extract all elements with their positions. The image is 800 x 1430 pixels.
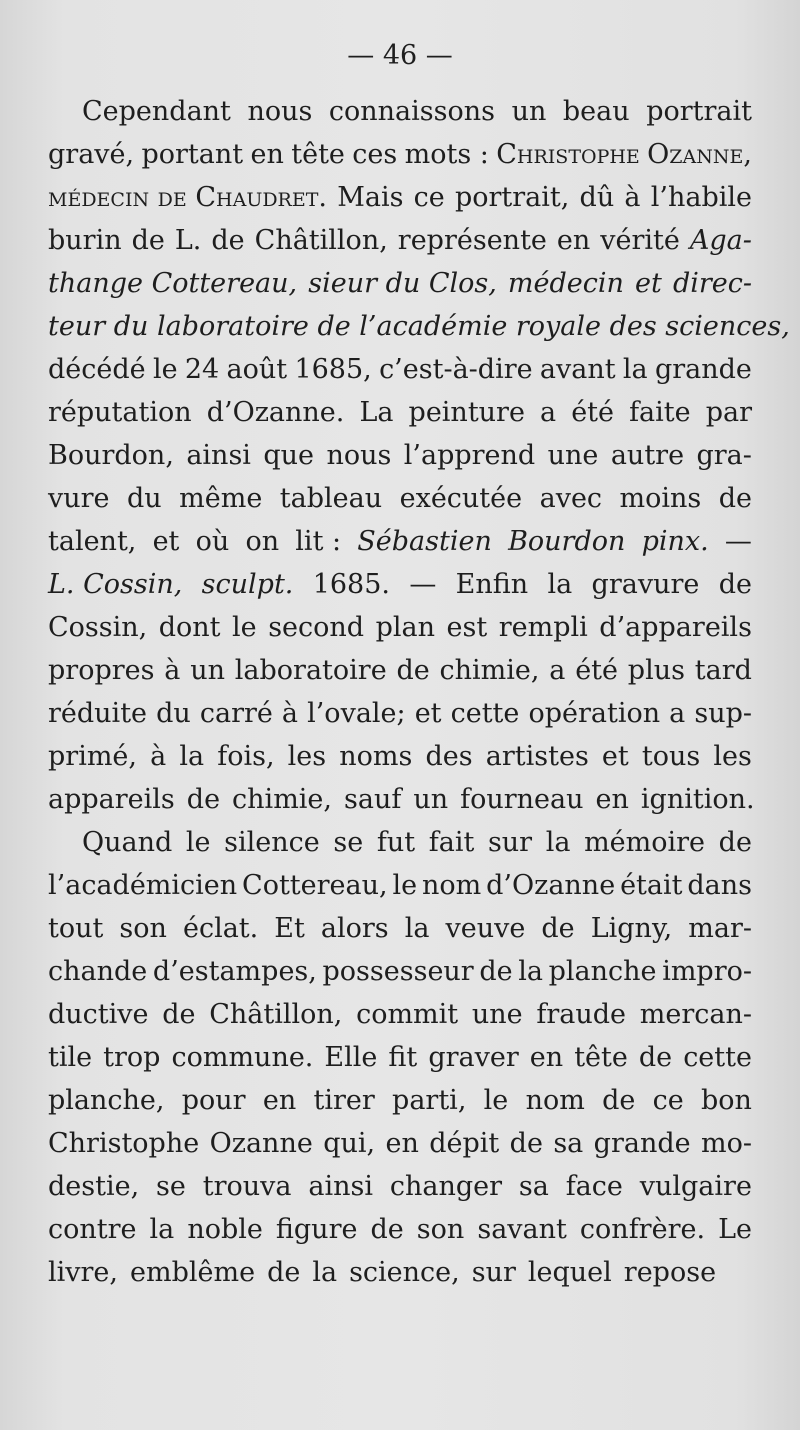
page-number: — 46 — (347, 40, 453, 71)
word: d’appareils (599, 612, 752, 643)
word: fois, (217, 741, 275, 772)
word: tableau (279, 483, 383, 514)
word: les (287, 741, 327, 772)
word: destie, (48, 1171, 140, 1202)
body-text (48, 90, 790, 1294)
word: médecin de Chaudret. (48, 182, 327, 213)
word: appareils (48, 784, 175, 815)
word: laboratoire (234, 655, 387, 686)
word: à (624, 182, 641, 213)
word: médecin (507, 268, 624, 299)
word: Bourdon, (48, 440, 174, 471)
word: rempli (498, 612, 588, 643)
word: une (547, 440, 599, 471)
word: noble (187, 1214, 263, 1245)
word: grande (654, 354, 752, 385)
word: été (575, 655, 618, 686)
text-line (48, 348, 752, 391)
text-line (48, 950, 752, 993)
word: de (162, 999, 196, 1030)
word: de (509, 1128, 543, 1159)
word: plan (375, 612, 435, 643)
word: planche, (48, 1085, 165, 1116)
word: tête (574, 1042, 628, 1073)
word: livre, (48, 1257, 118, 1288)
word: l’apprend (403, 440, 536, 471)
word: vulgaire (639, 1171, 752, 1202)
text-line (48, 1165, 752, 1208)
word: gravé, (48, 139, 135, 170)
word: — (724, 526, 752, 557)
word: réputation (48, 397, 192, 428)
word: Quand (82, 827, 173, 858)
word: ductive (48, 999, 149, 1030)
word: des (425, 741, 473, 772)
word: 1685, (294, 354, 372, 385)
word: l’habile (650, 182, 752, 213)
word: que (263, 440, 315, 471)
word: on (245, 526, 280, 557)
word: de (211, 225, 245, 256)
word: se (156, 1171, 186, 1202)
word: carré (199, 698, 273, 729)
word: en (250, 139, 284, 170)
word: Aga- (689, 225, 752, 256)
word: était (620, 870, 683, 901)
word: et (601, 741, 629, 772)
word: mots : (404, 139, 489, 170)
word: ignition. (640, 784, 755, 815)
word: Châtillon, (254, 225, 388, 256)
word: Ozanne (209, 1128, 313, 1159)
word: savant (477, 1214, 567, 1245)
word: un (511, 96, 547, 127)
word: bon (700, 1085, 752, 1116)
word: de (718, 827, 752, 858)
word: sa (553, 1128, 584, 1159)
word: 1685. (312, 569, 390, 600)
text-line (48, 1036, 752, 1079)
word: tile (48, 1042, 93, 1073)
word: son (416, 1214, 465, 1245)
word: sa (518, 1171, 549, 1202)
word: représente (397, 225, 547, 256)
word: et (152, 526, 180, 557)
word: cette (450, 698, 520, 729)
text-line (48, 219, 752, 262)
text-line (48, 176, 752, 219)
text-line (48, 821, 752, 864)
word: en (262, 1085, 297, 1116)
word: portrait (646, 96, 752, 127)
word: mémoire (584, 827, 706, 858)
word: teur du laboratoire de l’académie royale des sciences, (48, 311, 790, 342)
text-line (48, 520, 752, 563)
word: changer (389, 1171, 503, 1202)
word: La (359, 397, 394, 428)
word: de (541, 913, 575, 944)
word: Châtillon, (209, 999, 343, 1030)
word: à (164, 655, 181, 686)
text-line (48, 1208, 752, 1251)
word: qui, (323, 1128, 376, 1159)
word: son (119, 913, 167, 944)
word: le (185, 827, 211, 858)
word: l’académicien (48, 870, 238, 901)
word: portant (141, 139, 244, 170)
word: un (413, 784, 449, 815)
word: tout (48, 913, 104, 944)
word: Ozanne, (647, 139, 752, 170)
word: connaissons (328, 96, 496, 127)
word: Bourdon (508, 526, 626, 557)
word: de (718, 569, 752, 600)
word: du (156, 698, 191, 729)
word: grande (593, 1128, 691, 1159)
word: dans (687, 870, 752, 901)
word: Ligny, (590, 913, 673, 944)
word: sur (487, 827, 533, 858)
word: cette (683, 1042, 752, 1073)
word: à (150, 741, 167, 772)
word: ainsi (308, 1171, 373, 1202)
word: avec (539, 483, 603, 514)
word: sculpt. (201, 569, 294, 600)
word: de (396, 655, 430, 686)
word: — (409, 569, 437, 600)
word: une (471, 999, 523, 1030)
word: le (483, 1085, 509, 1116)
word: graver (428, 1042, 519, 1073)
word: la (312, 1257, 338, 1288)
word: Elle (324, 1042, 378, 1073)
word: de (638, 1042, 673, 1073)
word: fait (428, 827, 475, 858)
word: un (190, 655, 225, 686)
text-line (48, 864, 752, 907)
text-line (48, 907, 752, 950)
word: avant (539, 354, 616, 385)
word: mo- (701, 1128, 752, 1159)
word: sur (471, 1257, 516, 1288)
text-line (48, 262, 752, 305)
word: la (518, 956, 543, 987)
word: thange Cottereau, (48, 268, 298, 299)
word: pour (181, 1085, 246, 1116)
word: gra- (696, 440, 752, 471)
word: de (186, 784, 221, 815)
word: nom (421, 870, 482, 901)
text-line (48, 649, 752, 692)
word: en (385, 1128, 419, 1159)
word: tirer (313, 1085, 375, 1116)
word: a (540, 397, 557, 428)
word: possesseur (322, 956, 474, 987)
word: fit (388, 1042, 418, 1073)
word: fraude (536, 999, 627, 1030)
word: artistes (485, 741, 589, 772)
word: de (479, 956, 513, 987)
word: à (281, 698, 299, 729)
text-line (48, 434, 752, 477)
word: été (571, 397, 614, 428)
word: face (565, 1171, 623, 1202)
word: talent, (48, 526, 137, 557)
word: tête (291, 139, 345, 170)
word: et (414, 698, 442, 729)
word: Cependant (82, 96, 231, 127)
word: propres (48, 655, 155, 686)
word: second (268, 612, 365, 643)
word: contre (48, 1214, 137, 1245)
word: Mais (337, 182, 404, 213)
word: la (149, 1214, 175, 1245)
word: moins (619, 483, 702, 514)
word: de (267, 1257, 301, 1288)
word: lit : (295, 526, 342, 557)
word: impro- (662, 956, 752, 987)
word: Christophe (496, 139, 640, 170)
word: L. (174, 225, 202, 256)
word: en (529, 1042, 564, 1073)
word: L. Cossin, (48, 569, 183, 600)
word: les (713, 741, 752, 772)
word: ainsi (186, 440, 251, 471)
word: le (232, 612, 257, 643)
word: le (392, 870, 418, 901)
word: d’estampes, (152, 956, 317, 987)
word: mercan- (639, 999, 752, 1030)
text-line (48, 477, 752, 520)
word: la (404, 913, 430, 944)
word: veuve (445, 913, 526, 944)
word: dépit (429, 1128, 500, 1159)
word: chimie, (232, 784, 332, 815)
text-line (48, 606, 752, 649)
word: faite (629, 397, 691, 428)
word: et (635, 268, 662, 299)
word: Et (274, 913, 305, 944)
word: d’Ozanne. (206, 397, 345, 428)
word: parti, (392, 1085, 467, 1116)
word: gravure (591, 569, 700, 600)
word: de (370, 1214, 404, 1245)
word: lequel (527, 1257, 612, 1288)
text-line (48, 993, 752, 1036)
word: trouva (202, 1171, 292, 1202)
word: même (179, 483, 263, 514)
word: éclat. (182, 913, 259, 944)
text-line (48, 305, 790, 348)
word: chande (48, 956, 148, 987)
word: la (545, 827, 571, 858)
word: a (549, 655, 566, 686)
text-line (48, 133, 752, 176)
word: emblême (130, 1257, 256, 1288)
word: mar- (688, 913, 752, 944)
word: autre (610, 440, 685, 471)
word: silence (224, 827, 320, 858)
text-line (48, 692, 752, 735)
word: ces (352, 139, 398, 170)
word: de (131, 225, 165, 256)
word: chimie, (439, 655, 540, 686)
word: réduite (48, 698, 148, 729)
word: opération (528, 698, 661, 729)
word: primé, (48, 741, 137, 772)
word: repose (623, 1257, 717, 1288)
word: l’ovale; (307, 698, 406, 729)
word: ce (652, 1085, 684, 1116)
word: dû (579, 182, 615, 213)
word: Cossin, (48, 612, 148, 643)
word: le (152, 354, 178, 385)
word: c’est-à-dire (379, 354, 533, 385)
word: est (446, 612, 488, 643)
word: ce (413, 182, 445, 213)
word: commune. (171, 1042, 314, 1073)
word: décédé (48, 354, 146, 385)
word: commit (356, 999, 459, 1030)
word: science, (349, 1257, 460, 1288)
word: exécutée (399, 483, 523, 514)
word: Enfin (455, 569, 529, 600)
word: Le (718, 1214, 752, 1245)
word: sup- (694, 698, 752, 729)
word: alors (320, 913, 389, 944)
text-line (48, 563, 752, 606)
word: nous (247, 96, 313, 127)
text-line (48, 778, 755, 821)
word: fut (376, 827, 416, 858)
word: direc- (672, 268, 752, 299)
word: vure (48, 483, 110, 514)
word: planche (548, 956, 657, 987)
word: tard (694, 655, 752, 686)
word: peinture (408, 397, 525, 428)
paragraph (48, 90, 790, 821)
word: Christophe (48, 1128, 200, 1159)
word: se (333, 827, 364, 858)
word: figure (275, 1214, 358, 1245)
word: a (669, 698, 686, 729)
word: portrait, (454, 182, 570, 213)
word: nous (326, 440, 392, 471)
word: du (127, 483, 162, 514)
word: beau (562, 96, 630, 127)
text-line (48, 1251, 752, 1294)
word: en (595, 784, 629, 815)
word: août (226, 354, 288, 385)
word: plus (627, 655, 685, 686)
word: dont (158, 612, 221, 643)
word: vérité (600, 225, 680, 256)
word: sauf (344, 784, 402, 815)
word: en (556, 225, 591, 256)
word: d’Ozanne (486, 870, 616, 901)
text-line (48, 1079, 752, 1122)
word: pinx. (641, 526, 709, 557)
text-line (48, 1122, 752, 1165)
word: trop (103, 1042, 161, 1073)
text-line (48, 391, 752, 434)
text-line (48, 90, 752, 133)
word: la (179, 741, 205, 772)
word: nom (525, 1085, 585, 1116)
text-line (48, 735, 752, 778)
word: burin (48, 225, 122, 256)
word: Sébastien (357, 526, 492, 557)
word: 24 (184, 354, 220, 385)
word: de (718, 483, 752, 514)
word: noms (339, 741, 413, 772)
word: la (547, 569, 573, 600)
word: où (195, 526, 230, 557)
word: la (622, 354, 648, 385)
word: Cottereau, (242, 870, 388, 901)
word: sieur du Clos, (308, 268, 497, 299)
word: confrère. (579, 1214, 706, 1245)
paragraph (48, 821, 752, 1294)
word: par (705, 397, 752, 428)
word: tous (641, 741, 701, 772)
word: de (602, 1085, 636, 1116)
word: fourneau (460, 784, 584, 815)
